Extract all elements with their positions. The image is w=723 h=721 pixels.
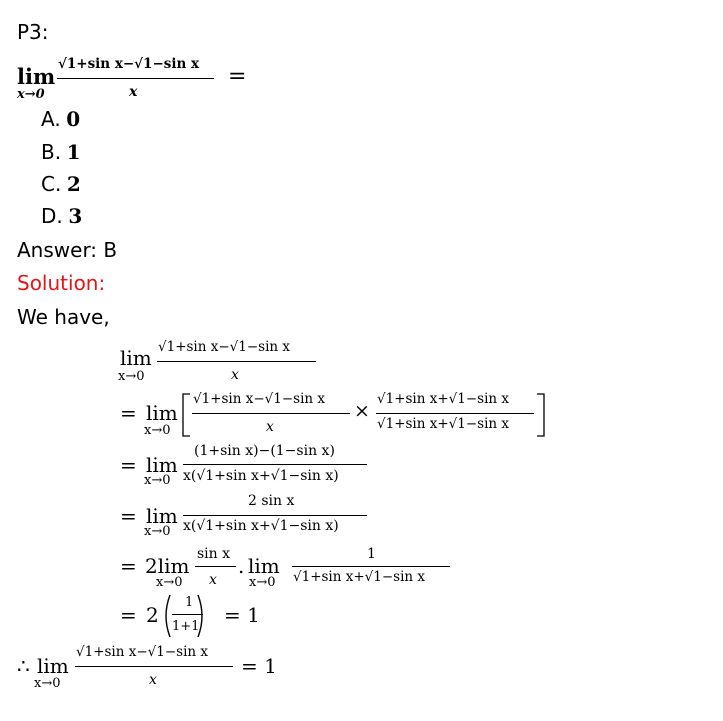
step2-equals: = bbox=[120, 453, 137, 477]
answer-value: B bbox=[103, 238, 118, 262]
step1-f2-numerator: √1+sin x+√1−sin x bbox=[377, 391, 510, 407]
step4-f2-numerator: 1 bbox=[367, 546, 376, 562]
step0-lim: lim bbox=[120, 346, 152, 370]
step0-fraction-bar bbox=[157, 361, 316, 362]
step2-numerator: (1+sin x)−(1−sin x) bbox=[194, 443, 335, 459]
step4-lim2-subscript: x→0 bbox=[249, 575, 276, 590]
step3-denominator: x(√1+sin x+√1−sin x) bbox=[183, 518, 339, 534]
option-d bbox=[41, 206, 82, 227]
option-b bbox=[41, 142, 81, 163]
step3-lim-subscript: x→0 bbox=[144, 524, 171, 539]
problem-lim: lim bbox=[17, 64, 56, 89]
step1-lim-subscript: x→0 bbox=[144, 423, 171, 438]
option-value: 2 bbox=[66, 172, 81, 196]
step5-coef: 2 bbox=[146, 603, 159, 627]
step1-equals: = bbox=[120, 401, 137, 425]
step1-f2-denominator: √1+sin x+√1−sin x bbox=[377, 416, 510, 432]
step3-numerator: 2 sin x bbox=[248, 493, 295, 509]
option-letter: C. bbox=[41, 172, 62, 196]
right-bracket bbox=[535, 393, 547, 437]
step1-f1-denominator: x bbox=[266, 419, 274, 435]
option-a bbox=[41, 109, 80, 130]
step3-equals: = bbox=[120, 504, 137, 528]
step1-lim: lim bbox=[146, 401, 178, 425]
conclusion-fraction-bar bbox=[75, 666, 233, 667]
step2-lim: lim bbox=[146, 453, 178, 477]
step5-fraction-bar bbox=[172, 614, 203, 615]
times-sign: × bbox=[354, 400, 370, 422]
option-value: 0 bbox=[66, 107, 81, 131]
problem-equals: = bbox=[228, 64, 247, 89]
option-letter: B. bbox=[41, 140, 62, 164]
problem-label: P3: bbox=[17, 20, 49, 44]
step5-numerator: 1 bbox=[185, 595, 194, 610]
step0-numerator: √1+sin x−√1−sin x bbox=[158, 339, 291, 355]
step3-fraction-bar bbox=[183, 515, 367, 516]
conclusion-lim-subscript: x→0 bbox=[34, 676, 61, 691]
option-letter: D. bbox=[41, 204, 63, 228]
step4-coef-lim: 2lim bbox=[145, 554, 190, 578]
solution-label: Solution: bbox=[17, 271, 106, 295]
answer-label: Answer: bbox=[17, 238, 98, 262]
conclusion-numerator: √1+sin x−√1−sin x bbox=[76, 644, 209, 660]
step0-lim-subscript: x→0 bbox=[118, 369, 145, 384]
conclusion-lim: lim bbox=[37, 654, 69, 678]
step3-lim: lim bbox=[146, 504, 178, 528]
problem-lim-subscript: x→0 bbox=[17, 87, 45, 102]
step5-equals: = bbox=[120, 603, 137, 627]
step5-result: = 1 bbox=[224, 603, 260, 627]
problem-numerator: √1+sin x−√1−sin x bbox=[58, 56, 200, 72]
step0-denominator: x bbox=[231, 367, 239, 383]
step4-lim2: lim bbox=[248, 554, 280, 578]
problem-fraction-bar bbox=[57, 78, 214, 79]
step4-f2-bar bbox=[292, 566, 450, 567]
step2-denominator: x(√1+sin x+√1−sin x) bbox=[183, 468, 339, 484]
option-c bbox=[41, 174, 81, 195]
option-letter: A. bbox=[41, 107, 61, 131]
step1-f1-bar bbox=[192, 413, 350, 414]
step2-fraction-bar bbox=[183, 464, 367, 465]
conclusion-denominator: x bbox=[149, 672, 157, 688]
step4-f1-bar bbox=[195, 566, 236, 567]
solution-intro: We have, bbox=[17, 305, 110, 329]
step2-lim-subscript: x→0 bbox=[144, 473, 171, 488]
step4-f1-denominator: x bbox=[209, 572, 217, 588]
step5-denominator: 1+1 bbox=[172, 619, 200, 634]
step1-f2-bar bbox=[376, 413, 534, 414]
option-value: 1 bbox=[66, 140, 81, 164]
step4-f2-denominator: √1+sin x+√1−sin x bbox=[293, 569, 426, 585]
therefore-symbol: ∴ bbox=[17, 654, 30, 678]
step1-f1-numerator: √1+sin x−√1−sin x bbox=[193, 391, 326, 407]
left-bracket bbox=[180, 393, 192, 437]
step4-lim1-subscript: x→0 bbox=[156, 575, 183, 590]
step4-dot: . bbox=[238, 554, 245, 578]
problem-denominator: x bbox=[129, 84, 138, 100]
step4-f1-numerator: sin x bbox=[197, 546, 231, 562]
conclusion-result: = 1 bbox=[241, 654, 277, 678]
option-value: 3 bbox=[68, 204, 83, 228]
step4-equals: = bbox=[120, 554, 137, 578]
answer-line bbox=[17, 240, 117, 260]
